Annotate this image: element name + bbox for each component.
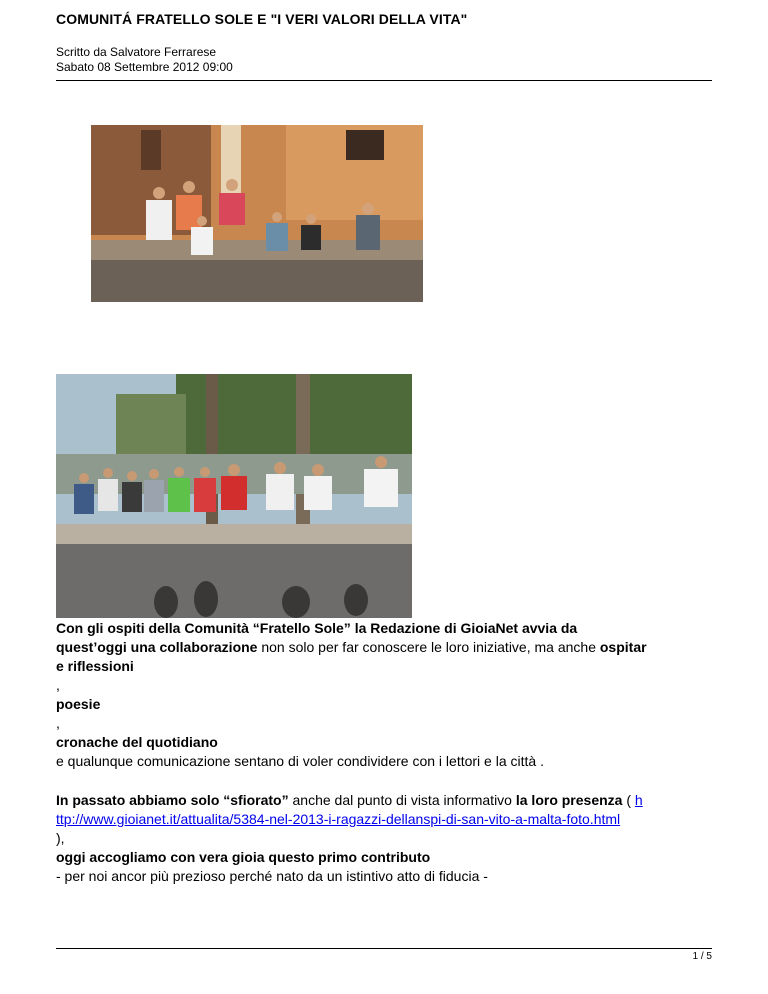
text-run: ( (622, 792, 635, 808)
text-run: quest’oggi una collaborazione (56, 639, 258, 655)
text-run: poesie (56, 696, 101, 712)
page-number: 1 / 5 (692, 951, 712, 962)
text-run: - per noi ancor più prezioso perché nato da un istintivo atto di fiducia - (56, 868, 488, 884)
text-run: ospitar (599, 639, 647, 655)
footer-divider (56, 948, 712, 949)
text-run: la loro presenza (515, 792, 623, 808)
article-link[interactable]: h (634, 792, 643, 808)
photo-group-steps (91, 125, 423, 302)
text-run: , (56, 715, 60, 731)
text-run: Con gli ospiti della Comunità “Fratello Sole” la Redazione di GioiaNet avvia da (56, 620, 578, 636)
text-run: “sfiorato” (223, 792, 289, 808)
text-run: cronache del quotidiano (56, 734, 218, 750)
text-run: , (56, 677, 60, 693)
text-run: ), (56, 830, 65, 846)
article-link[interactable]: ttp://www.gioianet.it/attualita/5384-nel-2013-i-ragazzi-dellanspi-di-san-vito-a-malta-foto.html (56, 811, 621, 827)
article-paragraph-1 (56, 619, 716, 771)
date-line: Sabato 08 Settembre 2012 09:00 (56, 60, 233, 74)
text-run: e qualunque comunicazione sentano di voler condividere con i lettori e la città . (56, 753, 544, 769)
page-title: COMUNITÁ FRATELLO SOLE E "I VERI VALORI DELLA VITA" (56, 11, 468, 27)
text-run: non solo per far conoscere le loro iniziative, ma anche (257, 639, 600, 655)
article-paragraph-2 (56, 791, 716, 886)
text-run: In passato abbiamo solo (56, 792, 224, 808)
photo-group-wall (56, 374, 412, 618)
author-line: Scritto da Salvatore Ferrarese (56, 45, 217, 59)
text-run: oggi accogliamo con vera gioia questo primo contributo (56, 849, 431, 865)
text-run: anche dal punto di vista informativo (288, 792, 516, 808)
header-divider (56, 80, 712, 81)
text-run: e riflessioni (56, 658, 134, 674)
